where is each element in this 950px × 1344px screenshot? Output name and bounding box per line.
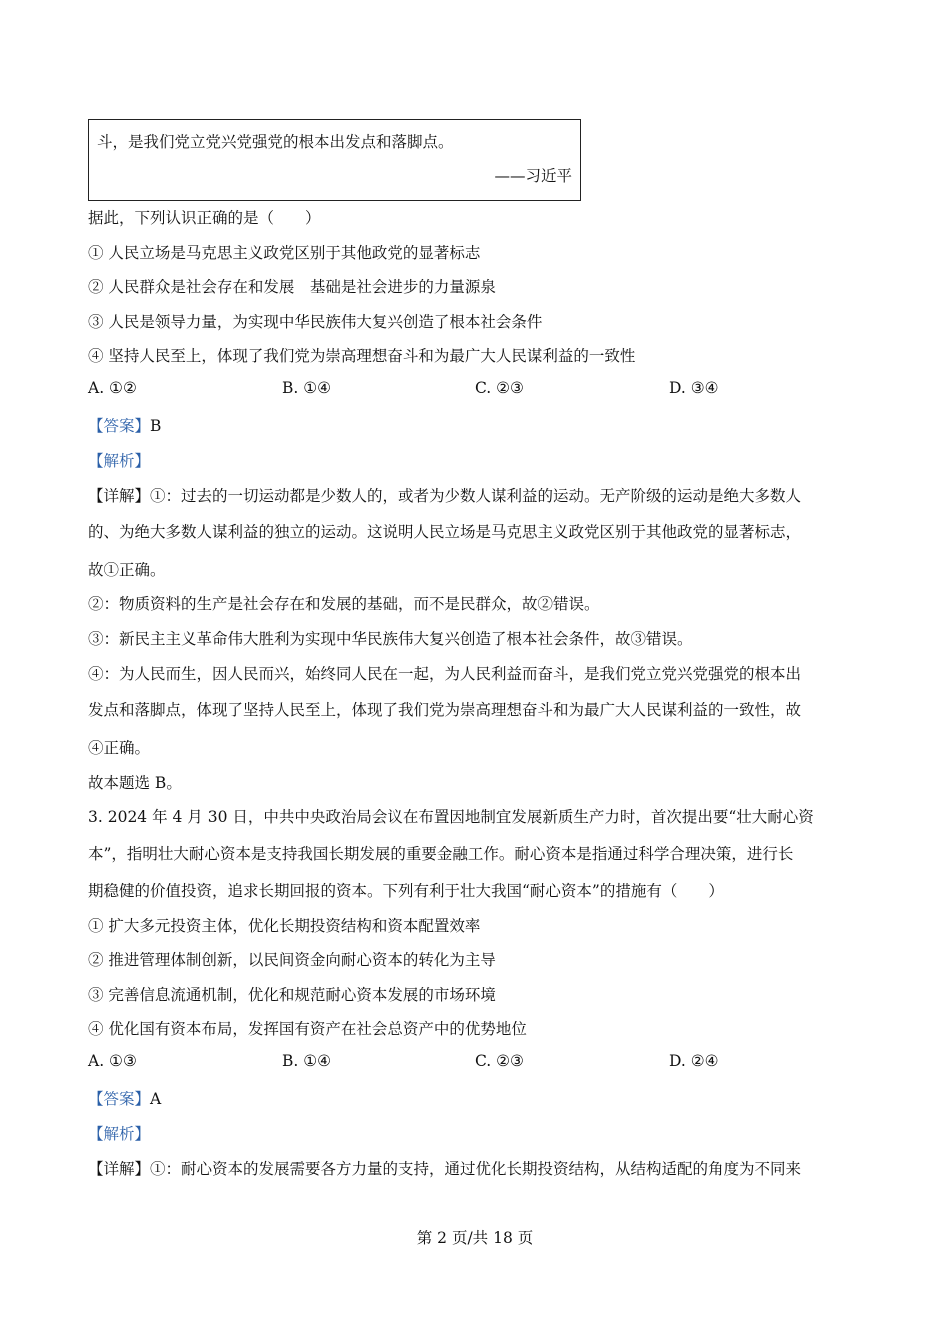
q3-analysis-tag: 【解析】 <box>88 1125 151 1143</box>
q2-stem: 据此，下列认识正确的是（ ） <box>88 209 321 227</box>
q2-detail-line-1: 【详解】①：过去的一切运动都是少数人的，或者为少数人谋利益的运动。无产阶级的运动是绝大多数人 <box>88 487 802 505</box>
q3-stem-line-1: 3. 2024 年 4 月 30 日，中共中央政治局会议在布置因地制宜发展新质生产力时，首次提出要“壮大耐心资 <box>88 808 814 826</box>
page-footer: 第 2 页/共 18 页 <box>416 1229 534 1247</box>
quote-box <box>88 119 581 201</box>
q2-option-b: B. ①④ <box>282 379 332 397</box>
q2-option-c: C. ②③ <box>475 379 524 397</box>
q3-item-2: ② 推进管理体制创新，以民间资金向耐心资本的转化为主导 <box>88 951 496 969</box>
q3-item-3: ③ 完善信息流通机制，优化和规范耐心资本发展的市场环境 <box>88 986 496 1004</box>
q3-item-1: ① 扩大多元投资主体，优化长期投资结构和资本配置效率 <box>88 917 481 935</box>
q2-item-1: ① 人民立场是马克思主义政党区别于其他政党的显著标志 <box>88 244 481 262</box>
q2-detail-line-4: ②：物质资料的生产是社会存在和发展的基础，而不是民群众，故②错误。 <box>88 595 600 613</box>
q2-conclusion: 故本题选 B。 <box>88 774 182 792</box>
answer-tag: 【答案】 <box>88 1090 151 1108</box>
q2-analysis-tag: 【解析】 <box>88 452 151 470</box>
q2-detail-line-6: ④：为人民而生，因人民而兴，始终同人民在一起，为人民利益而奋斗，是我们党立党兴党强党的根本出 <box>88 665 802 683</box>
q2-detail-line-7: 发点和落脚点，体现了坚持人民至上，体现了我们党为崇高理想奋斗和为最广大人民谋利益的一致性，故 <box>88 701 802 719</box>
answer-tag: 【答案】 <box>88 417 151 435</box>
detail-tag: 【详解】 <box>88 1160 151 1178</box>
answer-value: A <box>150 1090 162 1108</box>
q2-detail-line-2: 的、为绝大多数人谋利益的独立的运动。这说明人民立场是马克思主义政党区别于其他政党的显著标志， <box>88 523 802 541</box>
q3-option-c: C. ②③ <box>475 1052 524 1070</box>
quote-text: 斗，是我们党立党兴党强党的根本出发点和落脚点。 <box>97 133 454 151</box>
q2-detail-line-8: ④正确。 <box>88 739 151 757</box>
q3-stem-line-3: 期稳健的价值投资，追求长期回报的资本。下列有利于壮大我国“耐心资本”的措施有（ ） <box>88 882 724 900</box>
quote-author: ——习近平 <box>494 167 572 185</box>
q2-detail-line-5: ③：新民主主义革命伟大胜利为实现中华民族伟大复兴创造了根本社会条件，故③错误。 <box>88 630 693 648</box>
detail-tag: 【详解】 <box>88 487 151 505</box>
q3-option-b: B. ①④ <box>282 1052 332 1070</box>
q2-option-d: D. ③④ <box>669 379 719 397</box>
q2-answer <box>88 414 161 436</box>
q3-item-4: ④ 优化国有资本布局，发挥国有资产在社会总资产中的优势地位 <box>88 1020 527 1038</box>
q3-detail-line-1: 【详解】①：耐心资本的发展需要各方力量的支持，通过优化长期投资结构，从结构适配的角度为不同来 <box>88 1160 802 1178</box>
q3-option-a: A. ①③ <box>88 1052 137 1070</box>
answer-value: B <box>150 417 162 435</box>
q3-answer <box>88 1087 161 1109</box>
q2-item-3: ③ 人民是领导力量，为实现中华民族伟大复兴创造了根本社会条件 <box>88 313 543 331</box>
q2-item-4: ④ 坚持人民至上，体现了我们党为崇高理想奋斗和为最广大人民谋利益的一致性 <box>88 347 636 365</box>
q3-stem-line-2: 本”，指明壮大耐心资本是支持我国长期发展的重要金融工作。耐心资本是指通过科学合理决策，进行长 <box>88 845 794 863</box>
q3-option-d: D. ②④ <box>669 1052 719 1070</box>
q2-detail-line-3: 故①正确。 <box>88 561 166 579</box>
q2-item-2: ② 人民群众是社会存在和发展 基础是社会进步的力量源泉 <box>88 278 496 296</box>
q2-option-a: A. ①② <box>88 379 137 397</box>
